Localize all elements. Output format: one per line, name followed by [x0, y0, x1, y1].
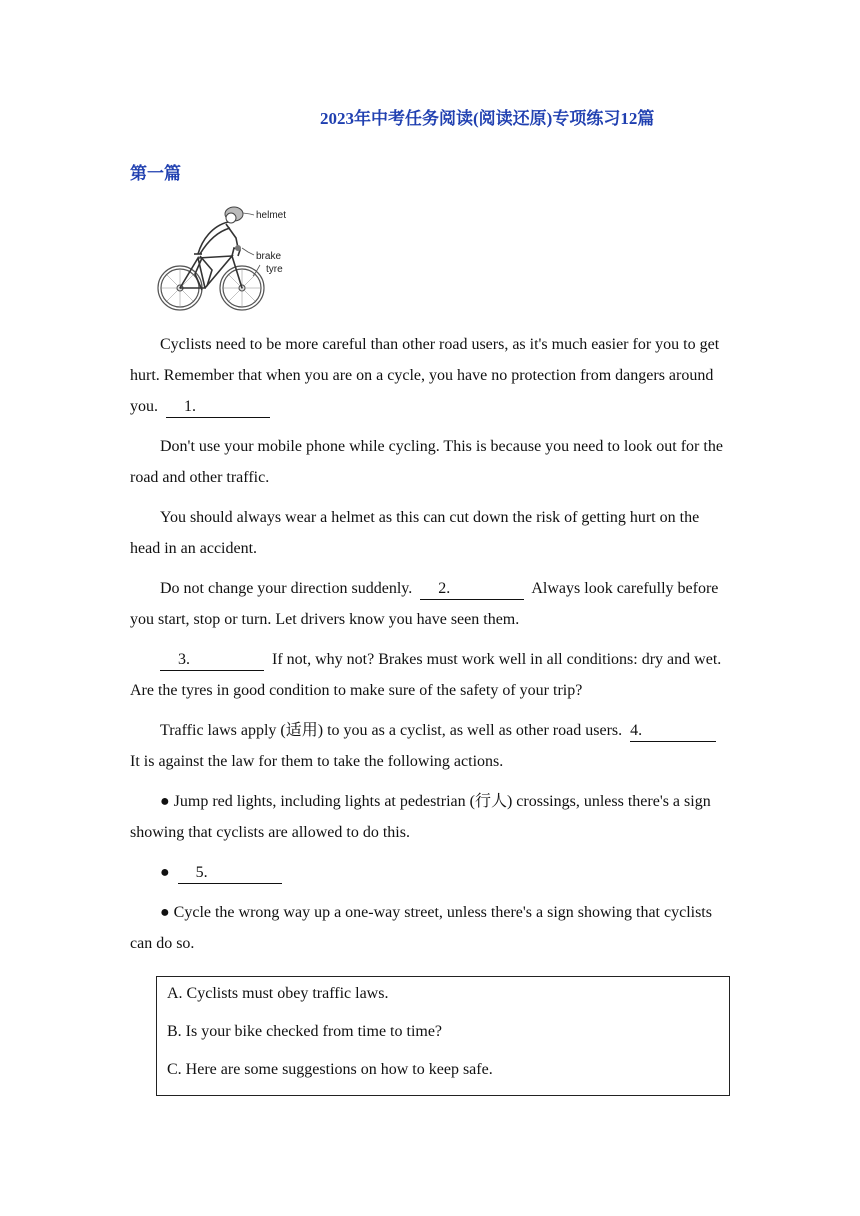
option-a: A. Cyclists must obey traffic laws.: [167, 985, 389, 1002]
paragraph-5-after: If not, why not? Brakes must work well in all conditions: dry and wet. Are the tyres in good condition to make sure of the safety of your trip?: [130, 651, 722, 699]
section-heading: 第一篇: [130, 164, 181, 183]
blank-3[interactable]: 3.: [160, 650, 264, 671]
bullet-3: ● Cycle the wrong way up a one-way street, unless there's a sign showing that cyclists can do so.: [130, 904, 712, 952]
paragraph-6-before: Traffic laws apply (适用) to you as a cyclist, as well as other road users.: [160, 722, 623, 739]
bullet-2-mark: ●: [160, 864, 170, 881]
paragraph-1: [130, 329, 730, 422]
page-title: 2023年中考任务阅读(阅读还原)专项练习12篇: [320, 109, 655, 128]
paragraph-4-after: Always look carefully before you start, stop or turn. Let drivers know you have seen them.: [130, 580, 719, 628]
options-box: [156, 976, 730, 1096]
blank-5[interactable]: 5.: [178, 863, 282, 884]
paragraph-6-after: It is against the law for them to take the following actions.: [130, 753, 504, 770]
blank-2[interactable]: 2.: [420, 579, 524, 600]
blank-4[interactable]: 4.: [630, 721, 716, 742]
brake-label: brake: [256, 251, 282, 262]
tyre-label: tyre: [266, 264, 283, 275]
bullet-2: [130, 857, 730, 888]
passage: [130, 329, 730, 968]
paragraph-6: [130, 715, 730, 777]
bullet-1: ● Jump red lights, including lights at pedestrian (行人) crossings, unless there's a sign showing that cyclists are allowed to do this.: [130, 793, 711, 841]
paragraph-1-text: Cyclists need to be more careful than other road users, as it's much easier for you to get hurt. Remember that when you are on a cycle, you have no protection from dangers around you.: [130, 336, 720, 415]
cyclist-illustration: [150, 200, 300, 318]
paragraph-4: [130, 573, 730, 635]
blank-1[interactable]: 1.: [166, 397, 270, 418]
paragraph-2: Don't use your mobile phone while cycling. This is because you need to look out for the road and other traffic.: [130, 438, 723, 486]
option-b: B. Is your bike checked from time to time?: [167, 1023, 443, 1040]
paragraph-4-before: Do not change your direction suddenly.: [160, 580, 413, 597]
cyclist-figure: [150, 200, 300, 318]
paragraph-5: [130, 644, 730, 706]
helmet-label: helmet: [256, 210, 287, 221]
option-c: C. Here are some suggestions on how to keep safe.: [167, 1061, 493, 1078]
paragraph-3: You should always wear a helmet as this can cut down the risk of getting hurt on the head in an accident.: [130, 509, 700, 557]
